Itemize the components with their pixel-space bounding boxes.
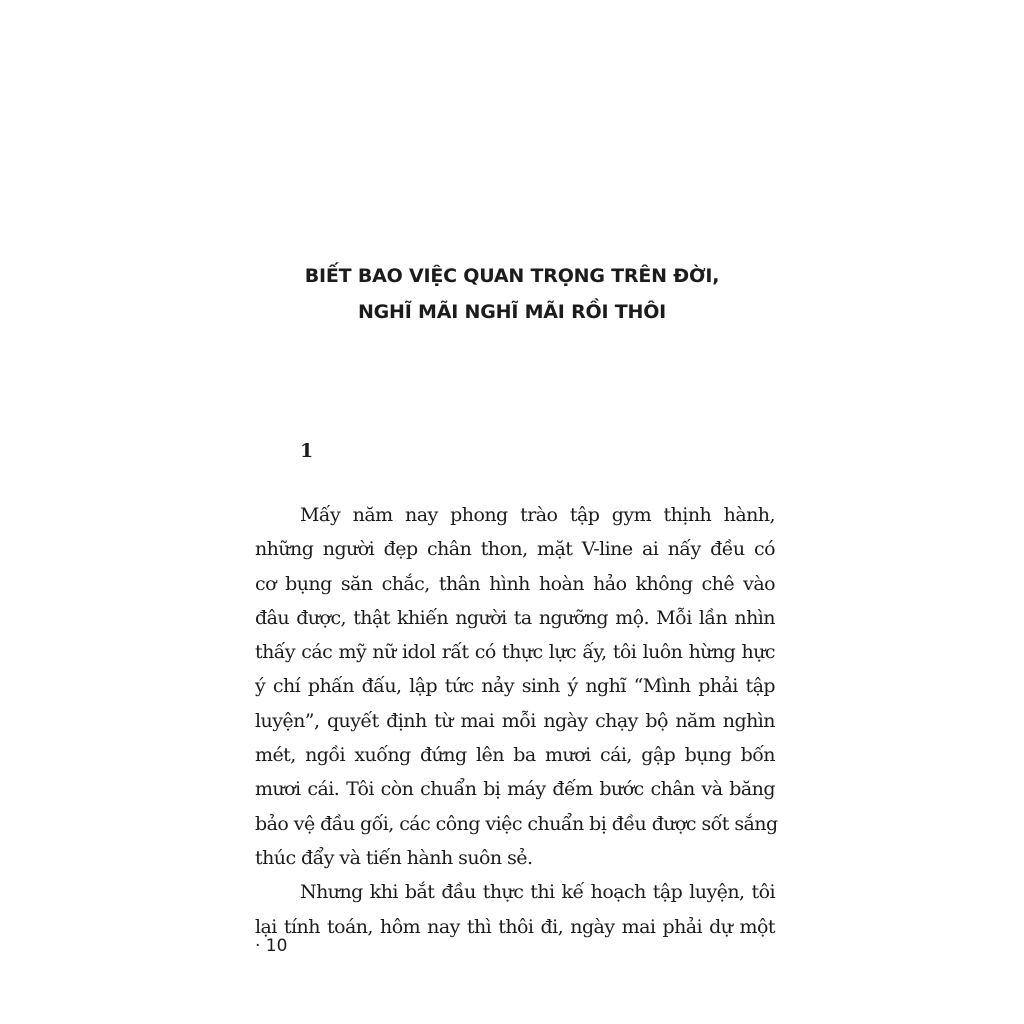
body-line: luyện”, quyết định từ mai mỗi ngày chạy bộ năm nghìn: [255, 709, 775, 732]
body-line: ý chí phấn đấu, lập tức nảy sinh ý nghĩ “Mình phải tập: [255, 675, 775, 698]
body-line: những người đẹp chân thon, mặt V-line ai nấy đều có: [255, 538, 775, 561]
body-line: mét, ngồi xuống đứng lên ba mươi cái, gập bụng bốn: [255, 744, 775, 767]
body-line: Nhưng khi bắt đầu thực thi kế hoạch tập luyện, tôi: [300, 881, 775, 904]
body-line: mươi cái. Tôi còn chuẩn bị máy đếm bước chân và băng: [255, 778, 775, 801]
section-number: 1: [300, 440, 314, 462]
body-line: thấy các mỹ nữ idol rất có thực lực ấy, tôi luôn hừng hực: [255, 641, 775, 664]
page-number: · 10: [255, 936, 288, 956]
chapter-title: [200, 258, 824, 330]
body-line: đâu được, thật khiến người ta ngưỡng mộ. Mỗi lần nhìn: [255, 606, 775, 629]
body-line: bảo vệ đầu gối, các công việc chuẩn bị đều được sốt sắng: [255, 812, 778, 835]
chapter-title-line-1: BIẾT BAO VIỆC QUAN TRỌNG TRÊN ĐỜI,: [304, 265, 720, 287]
body-line: cơ bụng săn chắc, thân hình hoàn hảo không chê vào: [255, 572, 775, 595]
body-line: thúc đẩy và tiến hành suôn sẻ.: [255, 846, 533, 869]
body-line: lại tính toán, hôm nay thì thôi đi, ngày mai phải dự một: [255, 915, 775, 938]
chapter-title-line-2: NGHĨ MÃI NGHĨ MÃI RỒI THÔI: [357, 301, 667, 323]
body-text: [255, 498, 778, 944]
body-line: Mấy năm nay phong trào tập gym thịnh hành,: [300, 504, 775, 526]
